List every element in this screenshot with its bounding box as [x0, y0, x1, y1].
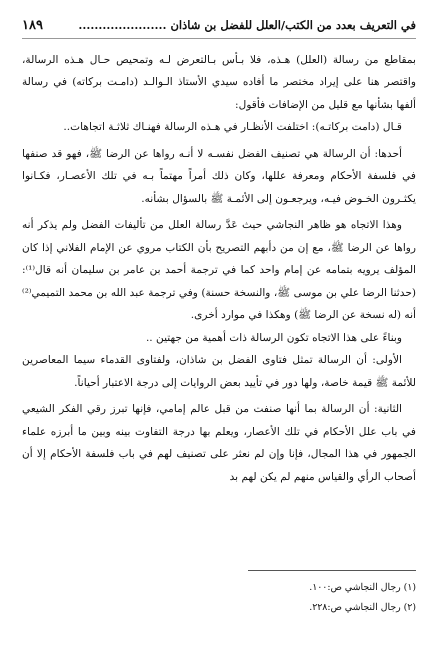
running-header: [22, 18, 416, 39]
paragraph-najashi: وهذا الاتجاه هو ظاهر النجاشي حيث عَدَّ رسالة العلل من تأليفات الفضل ولم يذكر أنه رواها عن الرضا ﷺ، مع إن من دأبهم التصريح بأن الكتاب مروي عن الإمام الفلاني إذا كان المؤلف يرويه بتمامه عن إمام واحد كما في ترجمة أحمد بن عامر بن سليمان أنه قال⁽¹⁾: (حدثنا الرضا علي بن موسى ﷺ، والنسخة حسنة) وفي ترجمة عبد الله بن محمد التميمي⁽²⁾أنه (له نسخة عن الرضا ﷺ) وهكذا في موارد أخرى.: [22, 219, 416, 322]
header-title: في التعريف بعدد من الكتب/العلل للفضل بن شاذان ......................: [78, 18, 416, 32]
page-number: ١٨٩: [22, 18, 43, 33]
footnotes: [20, 578, 416, 618]
paragraph-intro: بمقاطع من رسالة (العلل) هـذه، فلا بـأس بـالتعرض لـه وتمحيص حـال هـذه الرسالة، واقتصر هنا على إيراد مختصر ما أفاده سيدي الأستاذ الـوالـد (دامـت بركاته) في رسالة ألفها بشأنها مع قليل من الإضافات فأقول:: [22, 53, 416, 111]
paragraph-two-aspects: وبناءً على هذا الاتجاه تكون الرسالة ذات أهمية من جهتين ..: [145, 331, 402, 344]
footnote-1: (١) رجال النجاشي ص:١٠٠.: [309, 582, 416, 593]
footnote-separator: [248, 570, 416, 571]
paragraph-three-trends: قـال (دامت بركاتـه): اختلفت الأنظـار في هـذه الرسالة فهنـاك ثلاثـة اتجاهات..: [63, 121, 402, 134]
footnote-2: (٢) رجال النجاشي ص:٢٢٨.: [309, 602, 416, 613]
paragraph-first-trend: أحدها: أن الرسالة هي تصنيف الفضل نفسـه لا أنـه رواها عن الرضا ﷺ، فهو قد صنفها في فلسفة الأحكام ومعرفة عللها، وكان ذلك أمراً مهتماً بـه في تلك الأعصـار، فكـانوا يكثـرون الخـوض فيـه، ويرجعـون إلى الأئمـة ﷺ بالسؤال بشأنه.: [22, 147, 416, 205]
paragraph-second-aspect: الثانية: أن الرسالة بما أنها صنفت من قبل عالم إمامي، فإنها تبرز رقي الفكر الشيعي في باب علل الأحكام في تلك الأعصار، ويعلم بها درجة التفاوت بينه وبين ما أبرزه علماء الجمهور في هذا المجال، فإنا وإن لم نعثر على تصنيف لهم في باب فلسفة الأحكام إلا أن أصحاب الرأي والقياس منهم لم يكن لهم بد: [22, 403, 416, 483]
body-text: [22, 49, 416, 489]
paragraph-first-aspect: الأولى: أن الرسالة تمثل فتاوى الفضل بن شاذان، ولفتاوى القدماء سيما المعاصرين للأئمة ﷺ قيمة خاصة، ولها دور في تأييد بعض الروايات إلى درجة الاعتبار أحياناً.: [22, 354, 416, 389]
